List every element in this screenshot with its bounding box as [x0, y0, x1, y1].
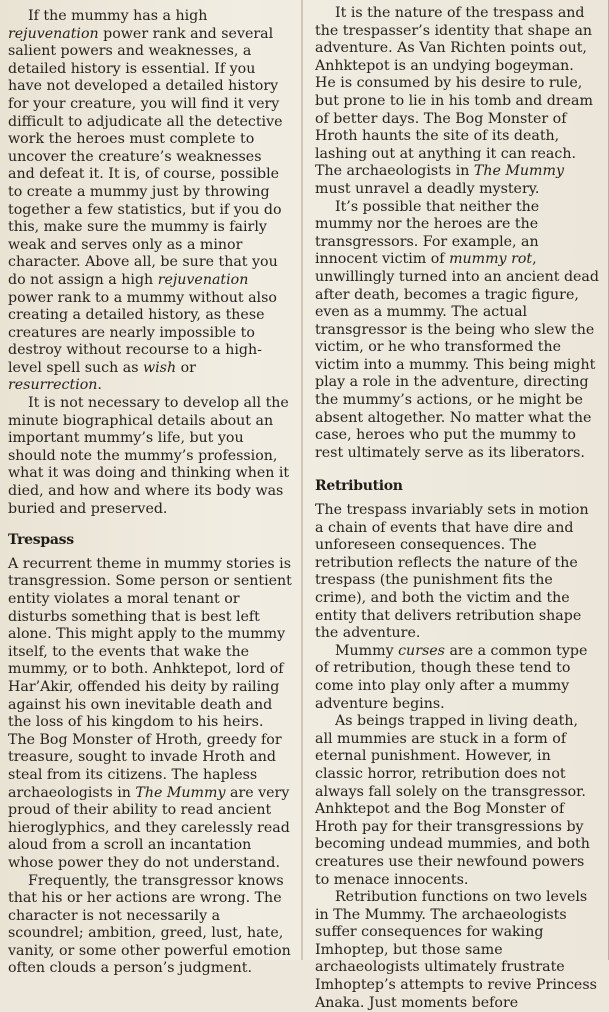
- paragraph-detailed-history: If the mummy has a high rejuvenation power rank and several salient powers and weaknesses, a detailed history is essential. If you have not developed a detailed history for your creature, you will find it very difficult to adjudicate all the detective work the heroes must complete to uncover the creature’s weaknesses and defeat it. It is, of course, possible to create a mummy just by throwing together a few statistics, but if you do this, make sure the mummy is fairly weak and serves only as a minor character. Above all, be sure that you do not assign a high rejuvenation power rank to a mummy without also creating a detailed history, as these creatures are nearly impossible to destroy without recourse to a high-level spell such as wish or resurrection.: [8, 8, 283, 394]
- paragraph-living-death: As beings trapped in living death, all mummies are stuck in a form of eternal punishment. However, in classic horror, retribution does not always fall solely on the transgressor. Anhktepot and the Bog Monster of Hroth pay for their transgressions by becoming undead mummies, and both creatures use their newfound powers to menace innocents.: [315, 713, 590, 888]
- right-column: [305, 0, 609, 1012]
- paragraph-two-levels: Retribution functions on two levels in The Mummy. The archaeologists suffer consequences for waking Imhoptep, but those same archaeologists ultimately frustrate Imhoptep’s attempts to revive Princess Anaka. Just moments before: [315, 889, 597, 1011]
- column-gutter: [301, 0, 303, 960]
- paragraph-nature-of-trespass: It is the nature of the trespass and the trespasser’s identity that shape an adventure. As Van Richten points out, Anhktepot is an undying bogeyman. He is consumed by his desire to rule, but prone to lie in his tomb and dream of better days. The Bog Monster of Hroth haunts the site of its death, lashing out at anything it can reach. The archaeologists in The Mummy must unravel a deadly mystery.: [315, 5, 593, 197]
- paragraph-biographical-details: It is not necessary to develop all the minute biographical details about an important mummy’s life, but you should note the mummy’s profession, what it was doing and thinking when it died, and how and where its body was buried and preserved.: [8, 395, 290, 517]
- paragraph-consequences: The trespass invariably sets in motion a chain of events that have dire and unforeseen consequences. The retribution reflects the nature of the trespass (the punishment fits the crime), and both the victim and the entity that delivers retribution shape the adventure.: [315, 502, 589, 642]
- heading-retribution: Retribution: [315, 478, 403, 495]
- paragraph-neither-transgressors: It’s possible that neither the mummy nor the heroes are the transgressors. For example, an innocent victim of mummy rot, unwillingly turned into an ancient dead after death, becomes a tragic figure, even as a mummy. The actual transgressor is the being who slew the victim, or he who transformed the victim into a mummy. This being might play a role in the adventure, directing the mummy’s actions, or he might be absent altogether. No matter what the case, heroes who put the mummy to rest ultimately serve as its liberators.: [315, 198, 599, 461]
- heading-trespass: Trespass: [8, 532, 74, 549]
- left-column: [0, 0, 300, 978]
- paragraph-transgressor-knows: Frequently, the transgressor knows that his or her actions are wrong. The character is not necessarily a scoundrel; ambition, greed, lust, hate, vanity, or some other powerful emotion often clouds a person’s judgment.: [8, 872, 291, 977]
- paragraph-mummy-curses: Mummy curses are a common type of retribution, though these tend to come into play only after a mummy adventure begins.: [315, 642, 588, 712]
- paragraph-transgression: A recurrent theme in mummy stories is transgression. Some person or sentient entity violates a moral tenant or disturbs something that is best left alone. This might apply to the mummy itself, to the events that wake the mummy, or to both. Anhktepot, lord of Har’Akir, offended his deity by railing against his own inevitable death and the loss of his kingdom to his heirs. The Bog Monster of Hroth, greedy for treasure, sought to invade Hroth and steal from its citizens. The hapless archaeologists in The Mummy are very proud of their ability to read ancient hieroglyphics, and they carelessly read aloud from a scroll an incantation whose power they do not understand.: [8, 555, 292, 871]
